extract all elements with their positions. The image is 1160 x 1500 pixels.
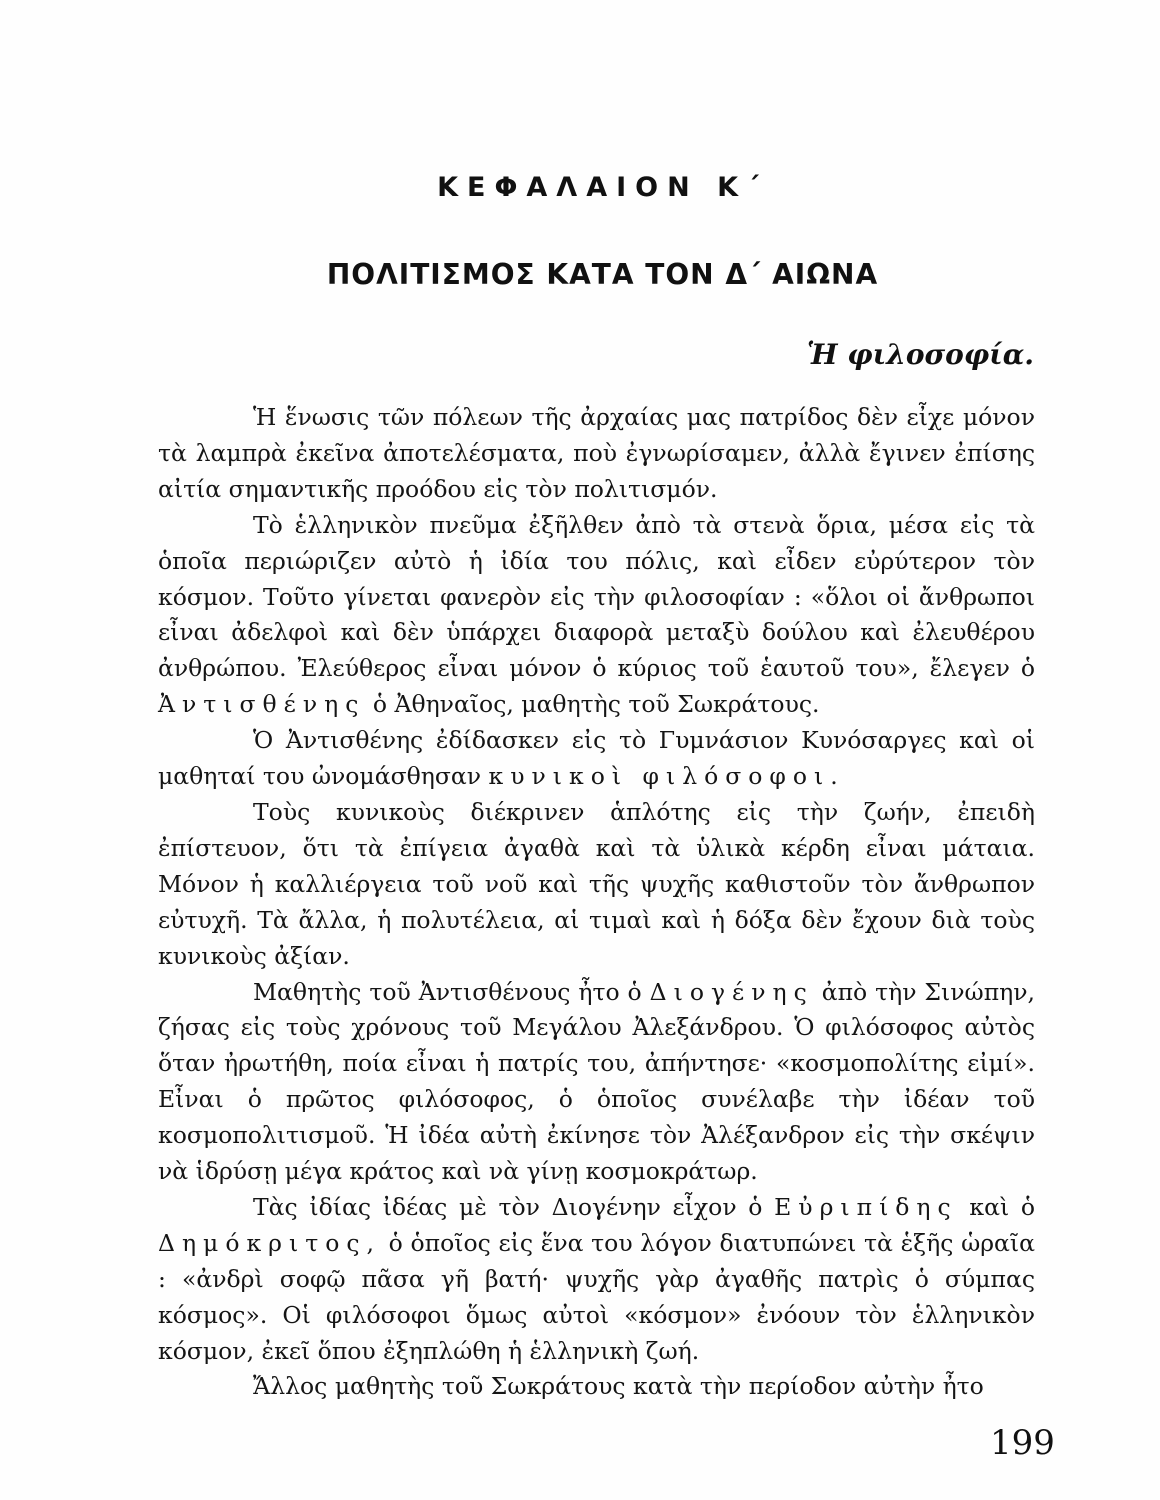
paragraph-3: [158, 723, 1035, 795]
name-democritus: Δημόκριτος,: [158, 1228, 381, 1257]
paragraph-5: [158, 975, 1035, 1190]
paragraph-2: [158, 508, 1035, 723]
chapter-title: ΚΕΦΑΛΑΙΟΝ Κ΄: [437, 172, 768, 203]
paragraph-6: [158, 1190, 1035, 1370]
paragraph-5-text-b: ἀπὸ τὴν Σινώπην, ζήσας εἰς τοὺς χρόνους τοῦ Μεγάλου Ἀλεξάνδρου. Ὁ φιλόσοφος αὐτὸς ὅταν ἠρωτήθη, ποία εἶναι ἡ πατρίς του, ἀπήντησε· «κοσμοπολίτης εἰμί». Εἶναι ὁ πρῶτος φιλόσοφος, ὁ ὁποῖος συνέλαβε τὴν ἰδέαν τοῦ κοσμοπολιτισμοῦ. Ἡ ἰδέα αὐτὴ ἐκίνησε τὸν Ἀλέξανδρον εἰς τὴν σκέψιν νὰ ἱδρύσῃ μέγα κράτος καὶ νὰ γίνῃ κοσμοκράτωρ.: [158, 977, 1035, 1186]
paragraph-3-text-a: Ὁ Ἀντισθένης ἐδίδασκεν εἰς τὸ Γυμνάσιον Κυνόσαργες καὶ οἱ μαθηταί του ὠνομάσθησαν: [158, 726, 1035, 791]
body-text: [158, 400, 1035, 1405]
paragraph-4: Τοὺς κυνικοὺς διέκρινεν ἁπλότης εἰς τὴν ζωήν, ἐπειδὴ ἐπίστευον, ὅτι τὰ ἐπίγεια ἀγαθὰ καὶ τὰ ὑλικὰ κέρδη εἶναι μάταια. Μόνον ἡ καλλιέργεια τοῦ νοῦ καὶ τῆς ψυχῆς καθιστοῦν τὸν ἄνθρωπον εὐτυχῆ. Τὰ ἄλλα, ἡ πολυτέλεια, αἱ τιμαὶ καὶ ἡ δόξα δὲν ἔχουν διὰ τοὺς κυνικοὺς ἀξίαν.: [158, 797, 1035, 970]
paragraph-7: Ἄλλος μαθητὴς τοῦ Σωκράτους κατὰ τὴν περίοδον αὐτὴν ἦτο: [253, 1372, 984, 1401]
paragraph-1: Ἡ ἕνωσις τῶν πόλεων τῆς ἀρχαίας μας πατρίδος δὲν εἶχε μόνον τὰ λαμπρὰ ἐκεῖνα ἀποτελέσματα, ποὺ ἐγνωρίσαμεν, ἀλλὰ ἔγινεν ἐπίσης αἰτία σημαντικῆς προόδου εἰς τὸν πολιτισμόν.: [158, 403, 1035, 503]
name-diogenes: Διογένης: [649, 977, 814, 1006]
paragraph-6-text-c: ὁ ὁποῖος εἰς ἕνα του λόγον διατυπώνει τὰ ἑξῆς ὡραῖα : «ἀνδρὶ σοφῷ πᾶσα γῆ βατή· ψυχῆς γὰρ ἀγαθῆς πατρὶς ὁ σύμπας κόσμος». Οἱ φιλόσοφοι ὅμως αὐτοὶ «κόσμον» ἐνόουν τὸν ἑλληνικὸν κόσμον, ἐκεῖ ὅπου ἐξηπλώθη ἡ ἑλληνικὴ ζωή.: [158, 1228, 1035, 1365]
term-kynikoi-philosophoi: κυνικοὶ φιλόσοφοι.: [488, 762, 845, 791]
paragraph-5-text-a: Μαθητὴς τοῦ Ἀντισθένους ἦτο ὁ: [253, 977, 642, 1006]
paragraph-2-text-b: ὁ Ἀθηναῖος, μαθητὴς τοῦ Σωκράτους.: [372, 690, 820, 719]
paragraph-6-text-a: Τὰς ἰδίας ἰδέας μὲ τὸν Διογένην εἶχον ὁ: [253, 1192, 763, 1221]
name-antisthenes: Ἀντισθένης: [158, 690, 366, 719]
chapter-heading: ΠΟΛΙΤΙΣΜΟΣ ΚΑΤΑ ΤΟΝ Δ΄ ΑΙΩΝΑ: [326, 258, 879, 291]
section-title: Ἡ φιλοσοφία.: [806, 338, 1034, 371]
page-number: 199: [990, 1423, 1055, 1463]
paragraph-2-text-a: Τὸ ἑλληνικὸν πνεῦμα ἐξῆλθεν ἀπὸ τὰ στενὰ ὅρια, μέσα εἰς τὰ ὁποῖα περιώριζεν αὐτὸ ἡ ἰδία του πόλις, καὶ εἶδεν εὐρύτερον τὸν κόσμον. Τοῦτο γίνεται φανερὸν εἰς τὴν φιλοσοφίαν : «ὅλοι οἱ ἄνθρωποι εἶναι ἀδελφοὶ καὶ δὲν ὑπάρχει διαφορὰ μεταξὺ δούλου καὶ ἐλευθέρου ἀνθρώπου. Ἐλεύθερος εἶναι μόνον ὁ κύριος τοῦ ἑαυτοῦ του», ἔλεγεν ὁ: [158, 510, 1035, 683]
paragraph-6-text-b: καὶ ὁ: [969, 1192, 1036, 1221]
name-euripides: Εὐριπίδης: [774, 1192, 958, 1221]
